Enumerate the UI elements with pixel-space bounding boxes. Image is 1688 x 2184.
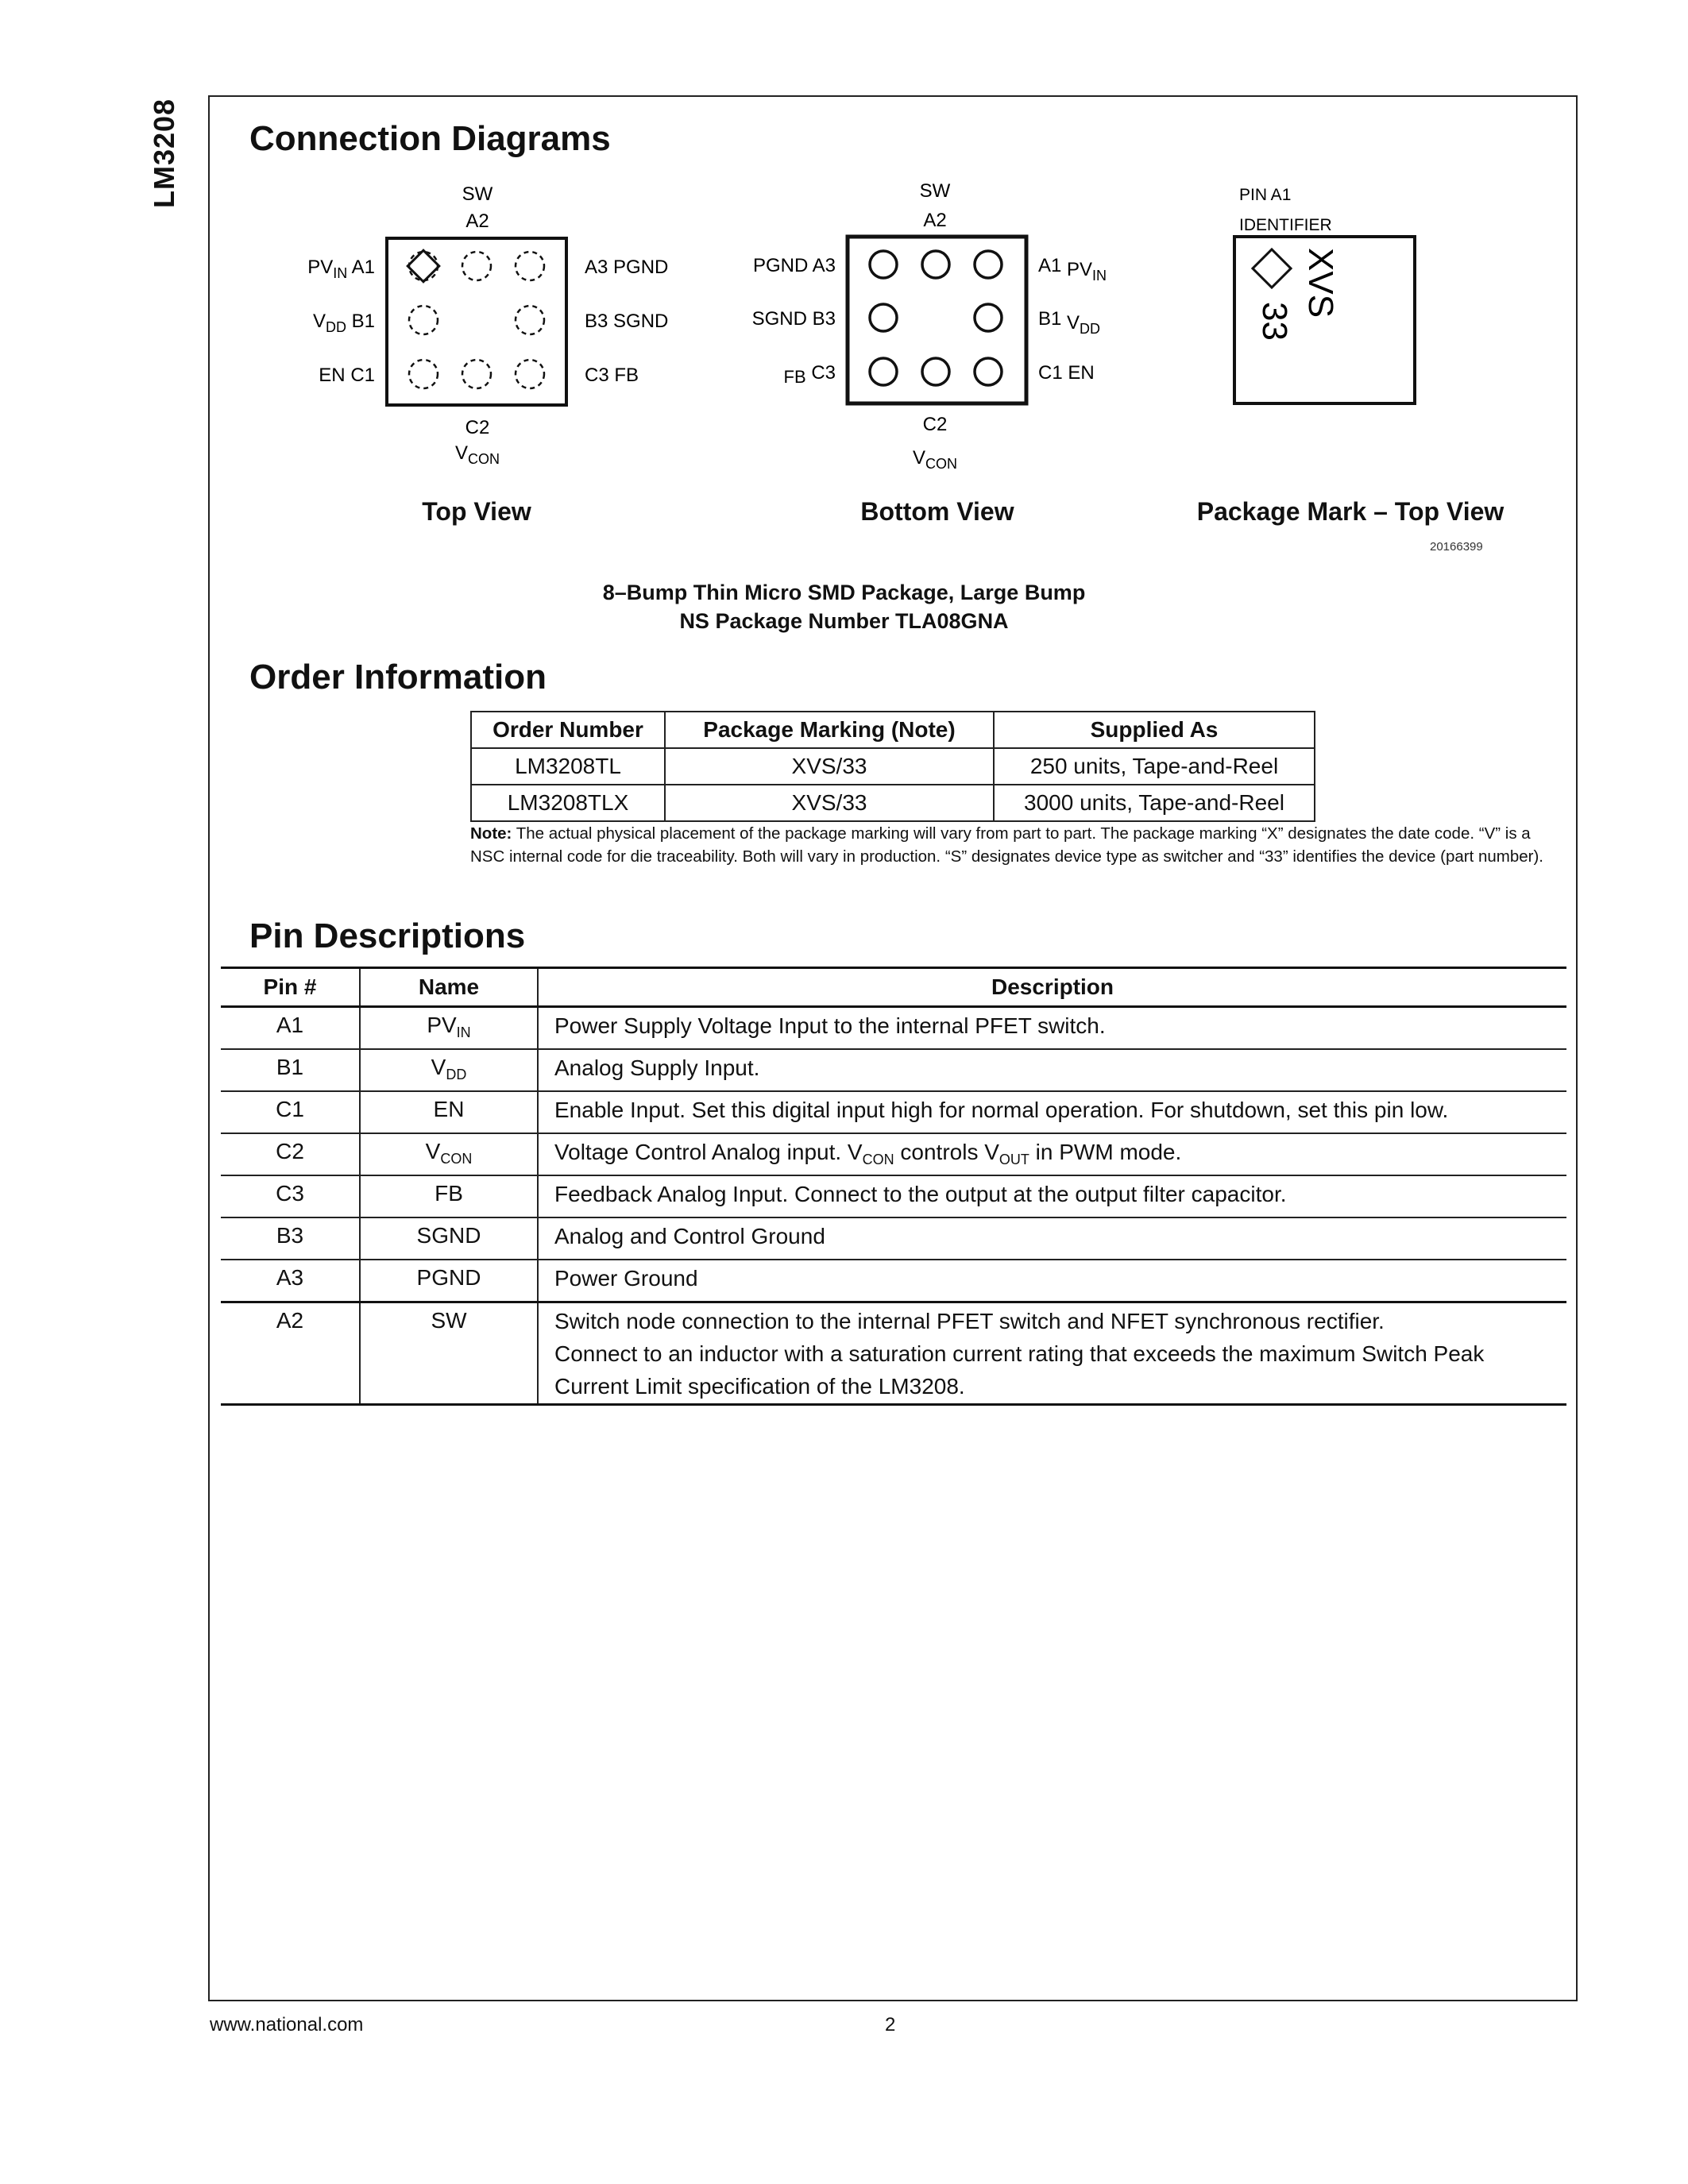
pin-cell: C2 (221, 1133, 360, 1175)
name-cell: $V_{DD}$ (360, 1049, 538, 1091)
pin-cell: C1 (221, 1091, 360, 1133)
bottom-view-sw-label: SW (919, 180, 951, 202)
table-row (221, 1260, 1566, 1302)
top-view-package-outline (387, 238, 566, 405)
description-cell: Feedback Analog Input. Connect to the output at the output filter capacitor. (538, 1175, 1566, 1217)
table-row (221, 1007, 1566, 1050)
description-cell: Analog Supply Input. (538, 1049, 1566, 1091)
name-cell: SW (360, 1302, 538, 1405)
order-number-cell: LM3208TL (471, 748, 665, 785)
bottom-view-bump-b3 (870, 304, 897, 331)
description-cell: Switch node connection to the internal PFET switch and NFET synchronous rectifier. Connect to an inductor with a saturation current rating that exceeds the maximum Switch Peak Current Limit specification of the LM3208. (538, 1302, 1566, 1405)
bottom-view-bump-a1 (975, 251, 1002, 278)
order-col-supplied-as: Supplied As (994, 712, 1315, 748)
order-information-heading: Order Information (249, 658, 547, 696)
pin-a1-identifier-icon (1253, 249, 1291, 287)
order-col-order-number: Order Number (471, 712, 665, 748)
order-number-cell: LM3208TLX (471, 785, 665, 821)
supplied-as-cell: 3000 units, Tape-and-Reel (994, 785, 1315, 821)
note-label: Note: (470, 824, 512, 843)
order-col-package-marking: Package Marking (Note) (665, 712, 994, 748)
top-view-right-label-3: C3 FB (585, 365, 639, 386)
table-row (221, 1217, 1566, 1260)
package-line-2: NS Package Number TLA08GNA (679, 609, 1009, 633)
top-view-bump-b1 (409, 306, 438, 334)
pins-header-row (221, 968, 1566, 1007)
top-view-bump-a3 (516, 252, 544, 280)
table-row (471, 785, 1315, 821)
package-marking-cell: XVS/33 (665, 748, 994, 785)
name-cell: EN (360, 1091, 538, 1133)
connection-diagrams-heading: Connection Diagrams (249, 119, 611, 158)
top-view-sw-label: SW (462, 183, 493, 205)
pin-cell: A2 (221, 1302, 360, 1405)
pins-col-pin: Pin # (221, 968, 360, 1007)
bottom-view-bump-b1 (975, 304, 1002, 331)
package-mark-caption: Package Mark – Top View (1196, 497, 1505, 526)
bottom-view-right-label-2: B1 $V_{DD}$ (1038, 308, 1101, 337)
pin-cell: C3 (221, 1175, 360, 1217)
top-view-a2-label: A2 (465, 210, 489, 232)
pin-cell: A3 (221, 1260, 360, 1302)
description-cell: Enable Input. Set this digital input high for normal operation. For shutdown, set this pin low. (538, 1091, 1566, 1133)
name-cell: $V_{CON}$ (360, 1133, 538, 1175)
top-view-right-label-2: B3 SGND (585, 311, 669, 332)
supplied-as-cell: 250 units, Tape-and-Reel (994, 748, 1315, 785)
top-view-bump-c2 (462, 360, 491, 388)
bottom-view-vcon-label: $V_{CON}$ (912, 447, 958, 472)
identifier-label: IDENTIFIER (1239, 216, 1332, 234)
order-header-row (471, 712, 1315, 748)
table-row (221, 1091, 1566, 1133)
top-view-bump-a2 (462, 252, 491, 280)
table-row (221, 1133, 1566, 1175)
bottom-view-a2-label: A2 (923, 210, 947, 231)
order-note (470, 822, 1551, 868)
top-view-diagram (286, 175, 699, 477)
package-mark-33: 33 (1255, 302, 1294, 341)
package-mark-diagram (1223, 175, 1493, 429)
package-marking-cell: XVS/33 (665, 785, 994, 821)
top-view-left-label-3: EN C1 (319, 365, 375, 386)
order-table (470, 711, 1315, 822)
bottom-view-left-label-2: SGND B3 (751, 308, 836, 330)
top-view-vcon-label: $V_{CON}$ (454, 442, 500, 467)
top-view-right-label-1: A3 PGND (585, 257, 669, 278)
top-view-caption: Top View (422, 497, 531, 526)
pins-col-description: Description (538, 968, 1566, 1007)
name-cell: SGND (360, 1217, 538, 1260)
pin-cell: B1 (221, 1049, 360, 1091)
footer-page-number: 2 (885, 2014, 896, 2035)
name-cell: FB (360, 1175, 538, 1217)
name-cell: $PV_{IN}$ (360, 1007, 538, 1050)
bottom-view-diagram (739, 175, 1168, 477)
top-view-bump-c1 (409, 360, 438, 388)
bottom-view-right-label-1: A1 $PV_{IN}$ (1038, 255, 1107, 284)
bottom-view-bump-a2 (922, 251, 949, 278)
pin-a1-label: PIN A1 (1239, 186, 1292, 204)
pins-col-name: Name (360, 968, 538, 1007)
figure-id: 20166399 (1430, 540, 1483, 554)
description-cell: Voltage Control Analog input. $V_{CON}$ controls $V_{OUT}$ in PWM mode. (538, 1133, 1566, 1175)
name-cell: PGND (360, 1260, 538, 1302)
bottom-view-bump-c2 (922, 358, 949, 385)
note-text: The actual physical placement of the package marking will vary from part to part. The package marking “X” designates the date code. “V” is a NSC internal code for die traceability. Both will vary in production. “S” designates device type as switcher and “33” identifies the device (part number). (470, 824, 1543, 866)
top-view-bump-c3 (516, 360, 544, 388)
bottom-view-bump-c3 (870, 358, 897, 385)
package-mark-xvs: XVS (1301, 248, 1340, 318)
table-row (471, 748, 1315, 785)
bottom-view-bump-c1 (975, 358, 1002, 385)
top-view-bump-a1 (409, 252, 438, 280)
table-row (221, 1302, 1566, 1405)
bottom-view-caption: Bottom View (860, 497, 1014, 526)
bottom-view-left-label-3: FB C3 (783, 362, 836, 387)
top-view-bump-b3 (516, 306, 544, 334)
table-row (221, 1175, 1566, 1217)
description-cell: Analog and Control Ground (538, 1217, 1566, 1260)
footer-url: www.national.com (210, 2014, 364, 2035)
bottom-view-bump-a3 (870, 251, 897, 278)
pin-descriptions-table (221, 967, 1566, 1406)
pin-a1-diamond-icon (408, 250, 439, 282)
bottom-view-left-label-1: PGND A3 (752, 255, 836, 276)
pin-cell: A1 (221, 1007, 360, 1050)
top-view-c2-label: C2 (465, 417, 490, 438)
pin-descriptions-heading: Pin Descriptions (249, 916, 526, 955)
description-cell: Power Ground (538, 1260, 1566, 1302)
bottom-view-right-label-3: C1 EN (1038, 362, 1095, 384)
side-part-number: LM3208 (148, 98, 180, 208)
pin-cell: B3 (221, 1217, 360, 1260)
package-line-1: 8–Bump Thin Micro SMD Package, Large Bump (602, 581, 1086, 604)
table-row (221, 1049, 1566, 1091)
description-cell: Power Supply Voltage Input to the internal PFET switch. (538, 1007, 1566, 1050)
top-view-left-label-2: $V_{DD}$ B1 (312, 311, 375, 335)
bottom-view-c2-label: C2 (922, 414, 948, 435)
top-view-left-label-1: $PV_{IN}$ A1 (307, 257, 375, 281)
